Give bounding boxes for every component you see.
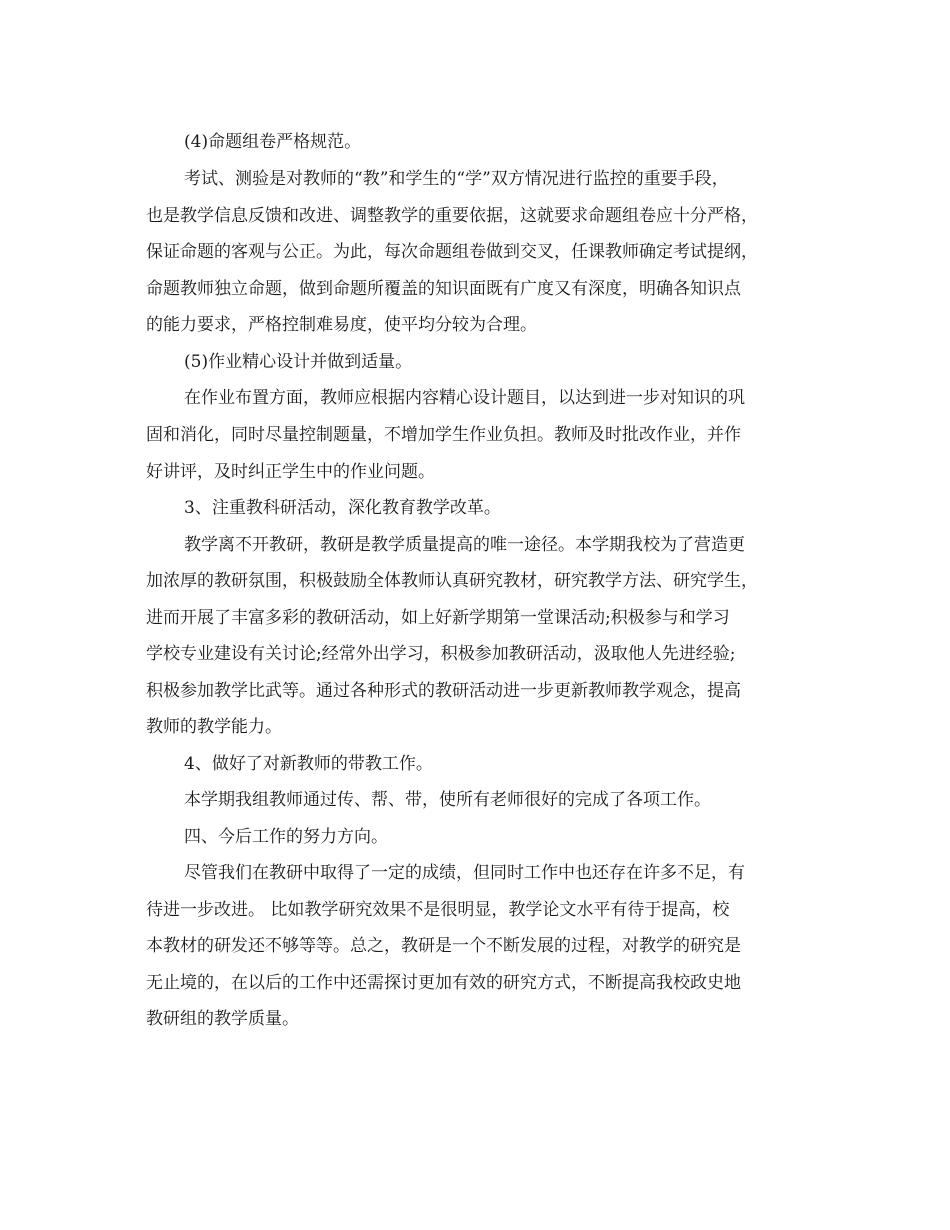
text-line: 4、做好了对新教师的带教工作。 bbox=[184, 754, 433, 774]
text-line: 积极参加教学比武等。通过各种形式的教研活动进一步更新教师教学观念，提高 bbox=[146, 681, 741, 701]
text-line: 学校专业建设有关讨论;经常外出学习，积极参加教研活动，汲取他人先进经验; bbox=[146, 644, 736, 664]
text-line: 教学离不开教研，教研是教学质量提高的唯一途径。本学期我校为了营造更 bbox=[184, 535, 745, 555]
text-line: 无止境的，在以后的工作中还需探讨更加有效的研究方式，不断提高我校政史地 bbox=[146, 973, 741, 993]
text-line: (4)命题组卷严格规范。 bbox=[184, 132, 362, 152]
text-line: 保证命题的客观与公正。为此，每次命题组卷做到交叉，任课教师确定考试提纲， bbox=[146, 242, 758, 262]
text-line: 本学期我组教师通过传、帮、带，使所有老师很好的完成了各项工作。 bbox=[184, 790, 711, 810]
text-line: 四、今后工作的努力方向。 bbox=[184, 827, 388, 847]
text-line: 命题教师独立命题，做到命题所覆盖的知识面既有广度又有深度，明确各知识点 bbox=[146, 279, 741, 299]
text-line: 固和消化，同时尽量控制题量，不增加学生作业负担。教师及时批改作业，并作 bbox=[146, 425, 741, 445]
text-line: 在作业布置方面，教师应根据内容精心设计题目，以达到进一步对知识的巩 bbox=[184, 388, 745, 408]
text-line: 待进一步改进。 比如教学研究效果不是很明显，教学论文水平有待于提高，校 bbox=[146, 900, 730, 920]
text-line: 好讲评，及时纠正学生中的作业问题。 bbox=[146, 462, 435, 482]
text-line: 也是教学信息反馈和改进、调整教学的重要依据，这就要求命题组卷应十分严格， bbox=[146, 206, 758, 226]
text-line: 加浓厚的教研氛围，积极鼓励全体教师认真研究教材，研究教学方法、研究学生， bbox=[146, 571, 758, 591]
text-line: 考试、测验是对教师的“教”和学生的“学”双方情况进行监控的重要手段， bbox=[184, 169, 729, 189]
text-line: 3、注重教科研活动，深化教育教学改革。 bbox=[184, 498, 501, 518]
text-line: 教师的教学能力。 bbox=[146, 717, 282, 737]
text-line: 教研组的教学质量。 bbox=[146, 1009, 299, 1029]
text-line: (5)作业精心设计并做到适量。 bbox=[184, 352, 413, 372]
text-line: 本教材的研发还不够等等。总之，教研是一个不断发展的过程，对教学的研究是 bbox=[146, 936, 741, 956]
text-line: 的能力要求，严格控制难易度，使平均分较为合理。 bbox=[146, 315, 537, 335]
text-line: 进而开展了丰富多彩的教研活动，如上好新学期第一堂课活动;积极参与和学习 bbox=[146, 608, 730, 628]
text-line: 尽管我们在教研中取得了一定的成绩，但同时工作中也还存在许多不足，有 bbox=[184, 863, 745, 883]
